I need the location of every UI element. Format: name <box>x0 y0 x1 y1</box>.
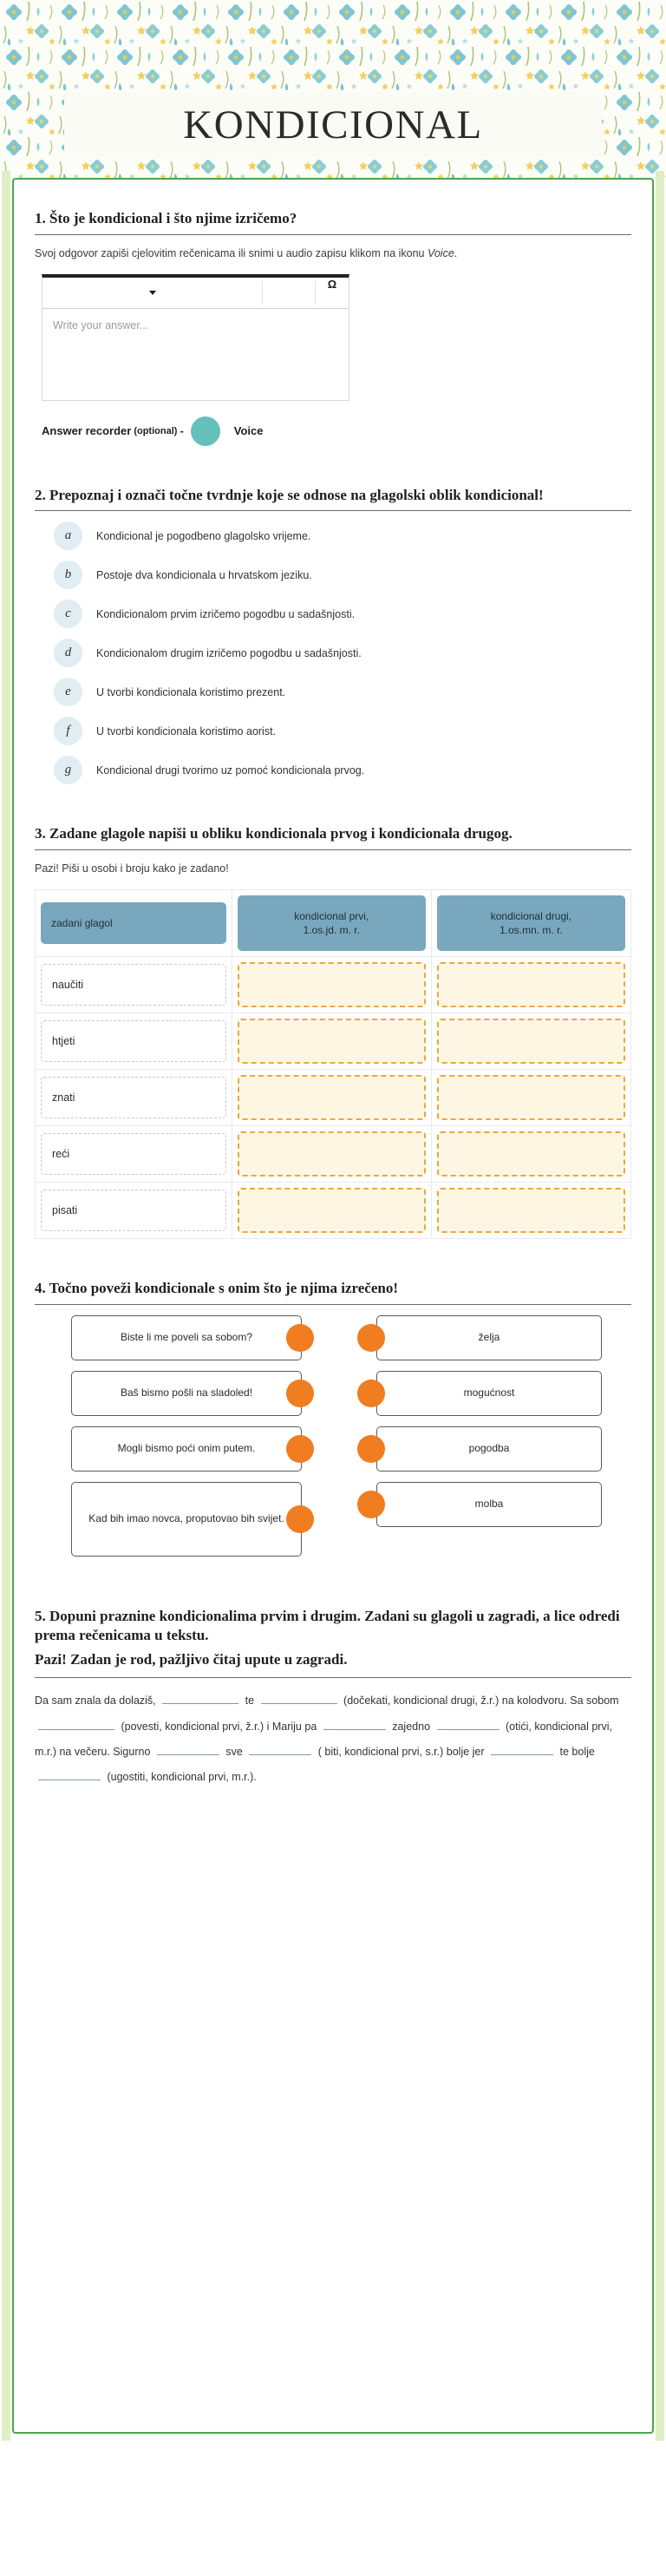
answer-input-first[interactable] <box>238 962 426 1007</box>
instruction-text-end: . <box>454 246 458 259</box>
table-row <box>36 1126 631 1183</box>
question-1-instruction <box>35 246 631 262</box>
match-connector-dot[interactable] <box>357 1380 385 1407</box>
match-left-label: Kad bih imao novca, proputovao bih svijet. <box>71 1482 302 1557</box>
table-cell-answer[interactable] <box>431 957 630 1013</box>
table-header-cell <box>232 889 431 956</box>
table-cell-answer[interactable] <box>431 1070 630 1126</box>
option-row[interactable] <box>54 756 631 784</box>
table-cell-answer[interactable] <box>431 1013 630 1070</box>
cloze-blank-2[interactable] <box>261 1703 337 1704</box>
match-item[interactable] <box>35 1315 333 1360</box>
answer-recorder-row <box>42 416 631 446</box>
cloze-blank-3[interactable] <box>38 1729 114 1730</box>
option-letter-badge[interactable]: g <box>54 756 82 784</box>
answer-input-second[interactable] <box>437 1188 625 1233</box>
toolbar-group-2[interactable] <box>263 278 315 308</box>
option-row[interactable] <box>54 678 631 706</box>
option-label: Kondicional drugi tvorimo uz pomoć kondicionala prvog. <box>96 764 365 777</box>
table-cell-verb <box>36 1126 232 1183</box>
answer-input-second[interactable] <box>437 1075 625 1120</box>
question-4-heading: 4. Točno poveži kondicionale s onim što je njima izrečeno! <box>35 1280 399 1297</box>
cloze-text-4: zajedno <box>392 1720 431 1733</box>
table-cell-answer[interactable] <box>232 1070 431 1126</box>
match-connector-dot[interactable] <box>357 1491 385 1518</box>
table-row <box>36 1070 631 1126</box>
header-line-2: 1.os.jd. m. r. <box>303 923 360 936</box>
cloze-blank-5[interactable] <box>437 1729 500 1730</box>
match-left-label: Biste li me poveli sa sobom? <box>71 1315 302 1360</box>
match-left-label: Mogli bismo poći onim putem. <box>71 1426 302 1472</box>
question-5-heading-line2: Pazi! Zadan je rod, pažljivo čitaj upute u zagradi. <box>35 1651 348 1668</box>
match-left-label: Baš bismo pošli na sladoled! <box>71 1371 302 1416</box>
page-banner <box>0 0 666 178</box>
matching-left-column <box>35 1315 333 1567</box>
match-connector-dot[interactable] <box>286 1435 314 1463</box>
match-right-label: mogućnost <box>376 1371 602 1416</box>
cloze-blank-8[interactable] <box>491 1754 553 1755</box>
option-letter-badge[interactable]: e <box>54 678 82 706</box>
table-cell-answer[interactable] <box>232 1183 431 1239</box>
table-row <box>36 957 631 1013</box>
match-connector-dot[interactable] <box>286 1505 314 1533</box>
question-3-heading: 3. Zadane glagole napiši u obliku kondicionala prvog i kondicionala drugog. <box>35 825 513 842</box>
question-3-instruction: Pazi! Piši u osobi i broju kako je zadano! <box>35 862 229 875</box>
instruction-text-a: Svoj odgovor zapiši cjelovitim rečenicama ili snimi u audio zapisu klikom na ikonu <box>35 246 428 259</box>
match-right-label: pogodba <box>376 1426 602 1472</box>
cloze-text-8: te bolje <box>559 1745 595 1758</box>
option-label: Postoje dva kondicionala u hrvatskom jeziku. <box>96 568 312 581</box>
cloze-text-3: (povesti, kondicional prvi, ž.r.) i Mariju pa <box>121 1720 317 1733</box>
verb-label: pisati <box>41 1190 226 1231</box>
question-5 <box>35 1607 631 1791</box>
match-item[interactable] <box>333 1482 631 1527</box>
cloze-text-6: sve <box>225 1745 243 1758</box>
option-row[interactable] <box>54 560 631 589</box>
match-right-label: želja <box>376 1315 602 1360</box>
conditional-forms-table <box>35 889 631 1239</box>
match-connector-dot[interactable] <box>357 1435 385 1463</box>
column-header-verb: zadani glagol <box>41 902 226 944</box>
option-label: Kondicionalom prvim izričemo pogodbu u sadašnjosti. <box>96 607 356 620</box>
table-cell-verb <box>36 957 232 1013</box>
answer-textarea-placeholder[interactable]: Write your answer... <box>53 318 149 331</box>
match-item[interactable] <box>35 1426 333 1472</box>
match-item[interactable] <box>333 1371 631 1416</box>
option-row[interactable] <box>54 639 631 667</box>
answer-editor[interactable] <box>42 274 349 401</box>
question-1 <box>35 209 631 446</box>
editor-toolbar <box>42 278 349 309</box>
table-cell-verb <box>36 1070 232 1126</box>
cloze-blank-1[interactable] <box>162 1703 238 1704</box>
question-4 <box>35 1279 631 1567</box>
chevron-down-icon[interactable] <box>149 291 156 295</box>
question-2 <box>35 486 631 785</box>
option-label: U tvorbi kondicionala koristimo aorist. <box>96 724 277 737</box>
voice-record-button[interactable] <box>191 416 220 446</box>
question-3 <box>35 824 631 1239</box>
question-2-options <box>54 521 631 784</box>
option-label: U tvorbi kondicionala koristimo prezent. <box>96 685 286 698</box>
recorder-optional-label: (optional) <box>134 425 178 436</box>
cloze-text-5: (otići, kondicional prvi, m.r.) na večeru. Sigurno <box>35 1720 612 1758</box>
match-connector-dot[interactable] <box>357 1324 385 1352</box>
matching-exercise <box>35 1315 631 1567</box>
match-item[interactable] <box>333 1426 631 1472</box>
editor-style-dropdown[interactable] <box>42 278 262 308</box>
instruction-voice-word: Voice <box>427 246 454 259</box>
option-row[interactable] <box>54 521 631 550</box>
verb-label: htjeti <box>41 1020 226 1062</box>
answer-input-first[interactable] <box>238 1131 426 1177</box>
table-cell-verb <box>36 1183 232 1239</box>
table-cell-answer[interactable] <box>431 1183 630 1239</box>
option-row[interactable] <box>54 717 631 745</box>
divider <box>35 849 631 850</box>
option-label: Kondicionalom drugim izričemo pogodbu u sadašnjosti. <box>96 646 362 659</box>
verb-label: naučiti <box>41 964 226 1006</box>
answer-input-second[interactable] <box>437 1131 625 1177</box>
table-cell-answer[interactable] <box>232 957 431 1013</box>
option-letter-badge[interactable]: c <box>54 600 82 628</box>
table-header-cell <box>36 889 232 956</box>
option-letter-badge[interactable]: f <box>54 717 82 745</box>
column-header-second-conditional <box>437 895 625 951</box>
verb-label: reći <box>41 1133 226 1175</box>
answer-input-second[interactable] <box>437 1019 625 1064</box>
special-character-button[interactable]: Ω <box>327 277 337 291</box>
cloze-text-9: (ugostiti, kondicional prvi, m.r.). <box>107 1771 257 1784</box>
answer-input-first[interactable] <box>238 1075 426 1120</box>
divider <box>35 1304 631 1305</box>
table-cell-answer[interactable] <box>232 1126 431 1183</box>
verb-label: znati <box>41 1077 226 1118</box>
page-title-plate <box>64 92 602 157</box>
match-connector-dot[interactable] <box>286 1324 314 1352</box>
recorder-label: Answer recorder <box>42 424 132 437</box>
table-row <box>36 1013 631 1070</box>
answer-input-first[interactable] <box>238 1188 426 1233</box>
question-1-heading: 1. Što je kondicional i što njime izričemo? <box>35 210 297 226</box>
page-title: KONDICIONAL <box>183 102 483 147</box>
question-5-heading-line1: 5. Dopuni praznine kondicionalima prvim i drugim. Zadani su glagoli u zagradi, a lice odredi prema rečenicama u tekstu. <box>35 1607 620 1643</box>
cloze-blank-6[interactable] <box>157 1754 219 1755</box>
answer-input-first[interactable] <box>238 1019 426 1064</box>
table-cell-answer[interactable] <box>232 1013 431 1070</box>
cloze-blank-4[interactable] <box>323 1729 386 1730</box>
cloze-text-0: Da sam znala da dolaziš, <box>35 1694 156 1708</box>
option-row[interactable] <box>54 600 631 628</box>
cloze-text-2: (dočekati, kondicional drugi, ž.r.) na kolodvoru. Sa sobom <box>343 1694 619 1708</box>
column-header-first-conditional <box>238 895 426 951</box>
answer-input-second[interactable] <box>437 962 625 1007</box>
cloze-blank-7[interactable] <box>249 1754 311 1755</box>
match-item[interactable] <box>333 1315 631 1360</box>
table-cell-verb <box>36 1013 232 1070</box>
option-letter-badge[interactable]: d <box>54 639 82 667</box>
header-line-2: 1.os.mn. m. r. <box>500 923 563 936</box>
cloze-paragraph <box>35 1688 631 1791</box>
option-letter-badge[interactable]: a <box>54 521 82 550</box>
table-header-cell <box>431 889 630 956</box>
header-line-1: kondicional prvi, <box>294 909 369 922</box>
worksheet-body <box>12 178 654 2434</box>
divider <box>35 1677 631 1678</box>
recorder-voice-label: Voice <box>233 424 264 437</box>
cloze-text-7: ( biti, kondicional prvi, s.r.) bolje jer <box>317 1745 485 1758</box>
header-line-1: kondicional drugi, <box>490 909 572 922</box>
question-2-heading: 2. Prepoznaj i označi točne tvrdnje koje se odnose na glagolski oblik kondicional! <box>35 486 544 503</box>
table-header-row <box>36 889 631 956</box>
match-right-label: molba <box>376 1482 602 1527</box>
option-letter-badge[interactable]: b <box>54 560 82 589</box>
matching-right-column <box>333 1315 631 1567</box>
table-cell-answer[interactable] <box>431 1126 630 1183</box>
match-item[interactable] <box>35 1371 333 1416</box>
divider <box>35 234 631 235</box>
cloze-text-1: te <box>245 1694 255 1708</box>
divider <box>35 510 631 511</box>
table-row <box>36 1183 631 1239</box>
match-connector-dot[interactable] <box>286 1380 314 1407</box>
recorder-dash: - <box>180 424 184 437</box>
match-item[interactable] <box>35 1482 333 1557</box>
option-label: Kondicional je pogodbeno glagolsko vrijeme. <box>96 529 311 542</box>
